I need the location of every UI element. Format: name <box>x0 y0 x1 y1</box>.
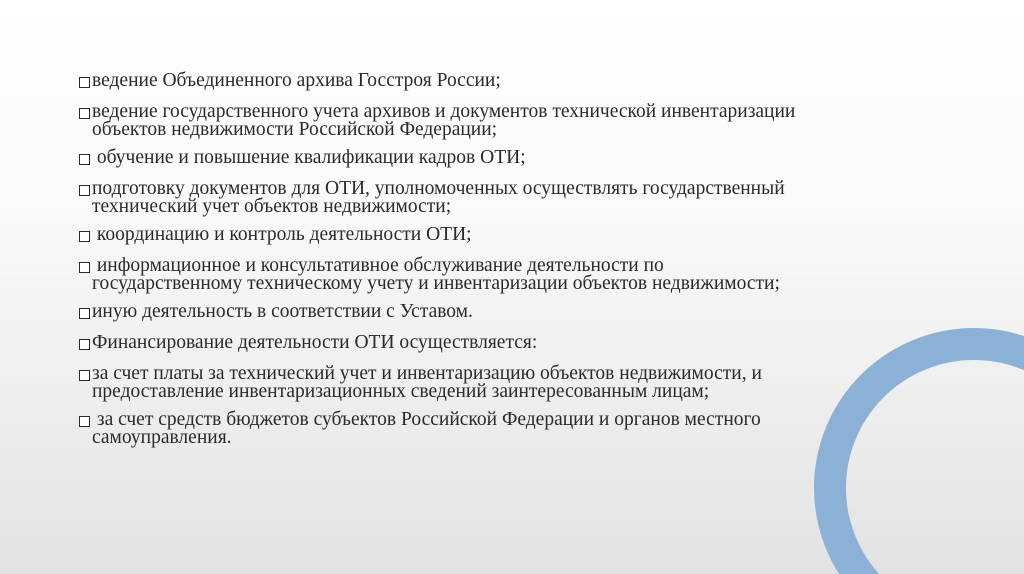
bullet-text: координацию и контроль деятельности ОТИ; <box>92 224 472 245</box>
bullet-text: Финансирование деятельности ОТИ осуществляется: <box>92 332 538 353</box>
square-bullet-icon <box>78 334 92 354</box>
square-bullet-icon <box>78 226 92 246</box>
bullet-item <box>78 303 958 323</box>
bullet-item <box>78 334 958 354</box>
bullet-item <box>78 72 958 92</box>
slide-content <box>78 72 958 457</box>
bullet-item <box>78 226 958 246</box>
bullet-text: обучение и повышение квалификации кадров ОТИ; <box>92 147 526 168</box>
square-bullet-icon <box>78 411 92 431</box>
square-bullet-icon <box>78 257 92 277</box>
square-bullet-icon <box>78 72 92 92</box>
bullet-item <box>78 411 958 446</box>
bullet-item <box>78 180 958 215</box>
square-bullet-icon <box>78 365 92 385</box>
square-bullet-icon <box>78 149 92 169</box>
square-bullet-icon <box>78 180 92 200</box>
bullet-text: ведение Объединенного архива Госстроя России; <box>92 70 501 91</box>
bullet-item <box>78 365 958 400</box>
square-bullet-icon <box>78 103 92 123</box>
bullet-text: за счет платы за технический учет и инвентаризацию объектов недвижимости, и предоставление инвентаризационных сведений заинтересованным лицам; <box>92 363 762 402</box>
bullet-item <box>78 149 958 169</box>
bullet-text: ведение государственного учета архивов и документов технической инвентаризации объектов недвижимости Российской Федерации; <box>92 101 796 140</box>
bullet-item <box>78 257 958 292</box>
bullet-text: информационное и консультативное обслуживание деятельности по государственному техническому учету и инвентаризации объектов недвижимости; <box>92 255 780 294</box>
bullet-text: иную деятельность в соответствии с Уставом. <box>92 301 473 322</box>
bullet-text: за счет средств бюджетов субъектов Российской Федерации и органов местного самоуправления. <box>92 409 761 448</box>
square-bullet-icon <box>78 303 92 323</box>
bullet-item <box>78 103 958 138</box>
bullet-text: подготовку документов для ОТИ, уполномоченных осуществлять государственный технический учет объектов недвижимости; <box>92 178 785 217</box>
